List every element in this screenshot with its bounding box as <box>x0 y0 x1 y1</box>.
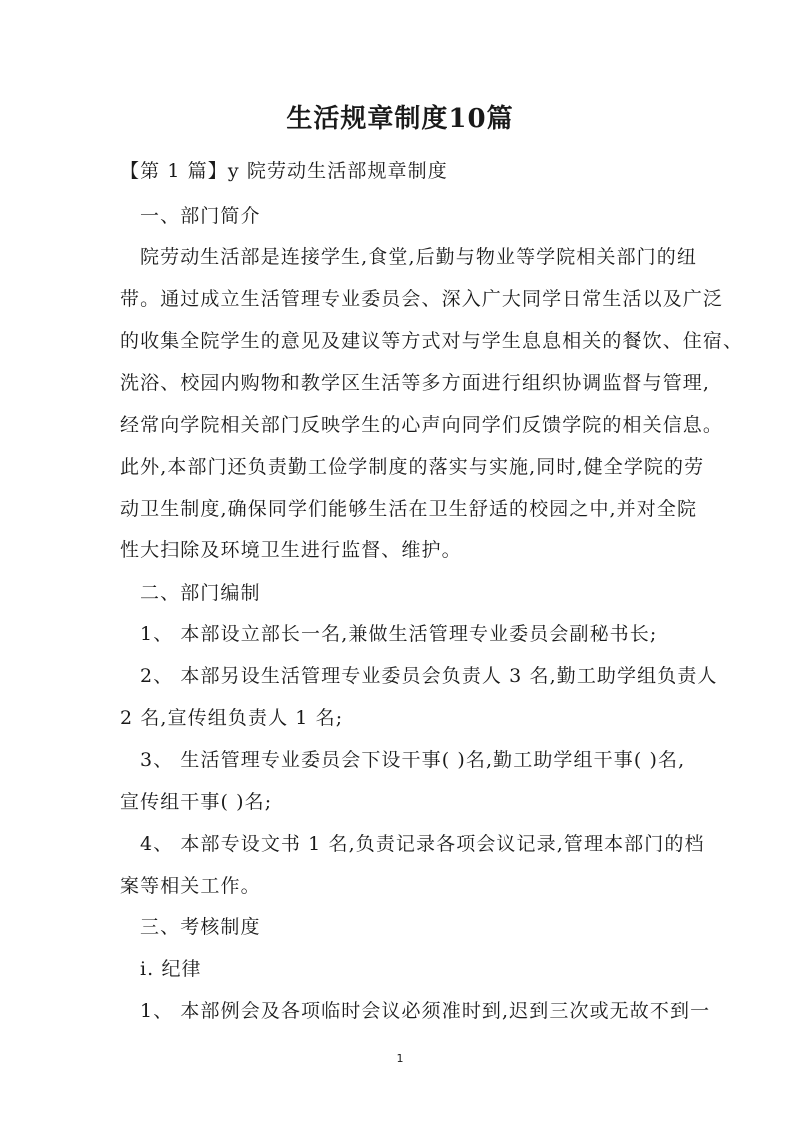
paragraph-line: 经常向学院相关部门反映学生的心声向同学们反馈学院的相关信息。 <box>120 414 724 436</box>
subheading-discipline: i. 纪律 <box>140 958 202 980</box>
list-item-3-continued: 宣传组干事( )名; <box>120 791 273 813</box>
page-number: 1 <box>396 1052 404 1065</box>
heading-department-intro: 一、部门简介 <box>140 205 261 227</box>
paragraph-line: 此外,本部门还负责勤工俭学制度的落实与实施,同时,健全学院的劳 <box>120 456 705 478</box>
heading-department-staffing: 二、部门编制 <box>140 582 261 604</box>
list-item-4-continued: 案等相关工作。 <box>120 875 261 897</box>
paragraph-line: 院劳动生活部是连接学生,食堂,后勤与物业等学院相关部门的纽 <box>140 246 697 268</box>
paragraph-line: 的收集全院学生的意见及建议等方式对与学生息息相关的餐饮、住宿、 <box>120 330 744 352</box>
list-item-2-continued: 2 名,宣传组负责人 1 名; <box>120 707 344 729</box>
paragraph-line: 动卫生制度,确保同学们能够生活在卫生舒适的校园之中,并对全院 <box>120 498 698 520</box>
document-title: 生活规章制度10篇 <box>286 104 514 134</box>
section-heading-article-1: 【第 1 篇】y 院劳动生活部规章制度 <box>120 160 448 182</box>
list-item-4: 4、 本部专设文书 1 名,负责记录各项会议记录,管理本部门的档 <box>140 833 705 855</box>
list-item-2: 2、 本部另设生活管理专业委员会负责人 3 名,勤工助学组负责人 <box>140 665 718 687</box>
list-item-1: 1、 本部设立部长一名,兼做生活管理专业委员会副秘书长; <box>140 623 658 645</box>
heading-assessment-system: 三、考核制度 <box>140 916 261 938</box>
paragraph-line: 洗浴、校园内购物和教学区生活等多方面进行组织协调监督与管理, <box>120 372 711 394</box>
paragraph-line: 带。通过成立生活管理专业委员会、深入广大同学日常生活以及广泛 <box>120 288 724 310</box>
list-item-3: 3、 生活管理专业委员会下设干事( )名,勤工助学组干事( )名, <box>140 749 686 771</box>
paragraph-line: 性大扫除及环境卫生进行监督、维护。 <box>120 539 462 561</box>
list-item-discipline-1: 1、 本部例会及各项临时会议必须准时到,迟到三次或无故不到一 <box>140 1000 711 1022</box>
